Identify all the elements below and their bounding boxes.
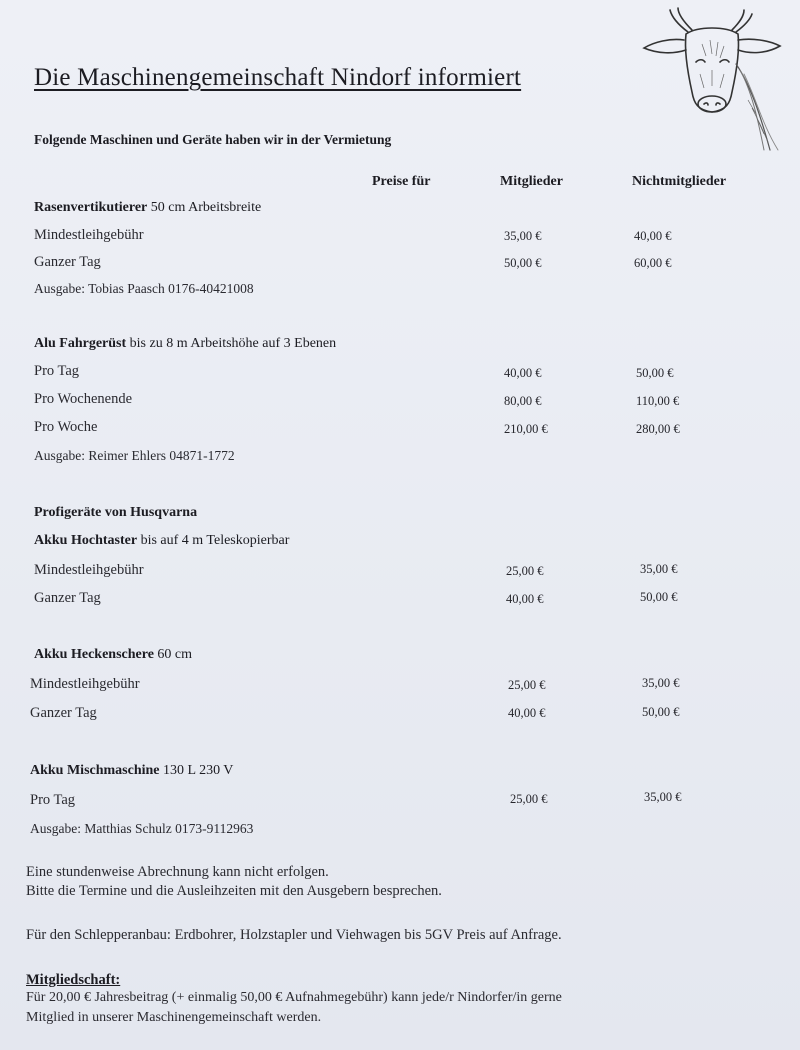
price-non-member: 60,00 € bbox=[634, 256, 672, 270]
price-non-member: 110,00 € bbox=[636, 394, 680, 408]
price-member: 40,00 € bbox=[508, 706, 546, 720]
header-prices-for: Preise für bbox=[372, 174, 431, 189]
section-title-akku-heckenschere bbox=[34, 647, 192, 663]
price-member: 50,00 € bbox=[504, 256, 542, 270]
item-name: Rasenvertikutierer bbox=[34, 200, 148, 215]
contact-akku-mischmaschine: Ausgabe: Matthias Schulz 0173-9112963 bbox=[30, 821, 254, 836]
price-non-member: 280,00 € bbox=[636, 422, 680, 436]
row-label: Mindestleihgebühr bbox=[34, 562, 144, 578]
row-label: Ganzer Tag bbox=[34, 254, 101, 270]
membership-line-1: Für 20,00 € Jahresbeitrag (+ einmalig 50,00 € Aufnahmegebühr) kann jede/r Nindorfer/in gerne bbox=[26, 990, 562, 1005]
price-non-member: 50,00 € bbox=[642, 705, 680, 719]
price-non-member: 35,00 € bbox=[640, 562, 678, 576]
contact-alu-fahrgeruest: Ausgabe: Reimer Ehlers 04871-1772 bbox=[34, 448, 235, 463]
price-non-member: 35,00 € bbox=[644, 790, 682, 804]
item-name: Akku Hochtaster bbox=[34, 533, 138, 548]
subtitle: Folgende Maschinen und Geräte haben wir in der Vermietung bbox=[34, 132, 392, 147]
price-member: 80,00 € bbox=[504, 394, 542, 408]
section-title-akku-mischmaschine bbox=[30, 763, 233, 779]
price-member: 40,00 € bbox=[506, 592, 544, 606]
price-member: 40,00 € bbox=[504, 366, 542, 380]
note-no-hourly-billing: Eine stundenweise Abrechnung kann nicht erfolgen. bbox=[26, 864, 329, 880]
row-label: Pro Woche bbox=[34, 419, 98, 435]
membership-heading: Mitgliedschaft: bbox=[26, 972, 121, 988]
item-desc: 60 cm bbox=[153, 647, 193, 662]
price-member: 25,00 € bbox=[510, 792, 548, 806]
membership-line-2: Mitglied in unserer Maschinengemeinschaft werden. bbox=[26, 1010, 322, 1025]
price-non-member: 40,00 € bbox=[634, 229, 672, 243]
row-label: Pro Tag bbox=[34, 363, 80, 379]
item-name: Akku Mischmaschine bbox=[30, 763, 160, 778]
price-member: 210,00 € bbox=[504, 422, 548, 436]
row-label: Ganzer Tag bbox=[34, 590, 101, 606]
price-non-member: 35,00 € bbox=[642, 676, 680, 690]
price-member: 25,00 € bbox=[508, 678, 546, 692]
section-title-rasenvertikutierer bbox=[34, 200, 261, 216]
item-name: Akku Heckenschere bbox=[34, 647, 154, 662]
row-label: Ganzer Tag bbox=[30, 705, 97, 721]
row-label: Mindestleihgebühr bbox=[30, 676, 140, 692]
note-schlepperanbau: Für den Schlepperanbau: Erdbohrer, Holzstapler und Viehwagen bis 5GV Preis auf Anfrage. bbox=[26, 927, 562, 943]
item-name: Alu Fahrgerüst bbox=[34, 336, 127, 351]
price-member: 35,00 € bbox=[504, 229, 542, 243]
page-title: Die Maschinengemeinschaft Nindorf informiert bbox=[34, 64, 522, 91]
cow-head-icon bbox=[640, 4, 790, 154]
item-desc: bis zu 8 m Arbeitshöhe auf 3 Ebenen bbox=[126, 336, 337, 351]
item-desc: 50 cm Arbeitsbreite bbox=[147, 200, 262, 215]
section-heading-husqvarna bbox=[34, 505, 197, 521]
price-member: 25,00 € bbox=[506, 564, 544, 578]
header-non-members: Nichtmitglieder bbox=[632, 174, 727, 189]
header-members: Mitglieder bbox=[500, 174, 563, 189]
row-label: Pro Wochenende bbox=[34, 391, 133, 407]
row-label: Mindestleihgebühr bbox=[34, 227, 144, 243]
husqvarna-heading-text: Profigeräte von Husqvarna bbox=[34, 505, 198, 520]
section-title-akku-hochtaster bbox=[34, 533, 289, 549]
item-desc: bis auf 4 m Teleskopierbar bbox=[137, 533, 290, 548]
contact-rasenvertikutierer: Ausgabe: Tobias Paasch 0176-40421008 bbox=[34, 281, 254, 296]
price-non-member: 50,00 € bbox=[640, 590, 678, 604]
item-desc: 130 L 230 V bbox=[159, 763, 234, 778]
row-label: Pro Tag bbox=[30, 792, 76, 808]
section-title-alu-fahrgeruest bbox=[34, 336, 336, 352]
price-non-member: 50,00 € bbox=[636, 366, 674, 380]
note-arrange-dates: Bitte die Termine und die Ausleihzeiten mit den Ausgebern besprechen. bbox=[26, 883, 442, 899]
